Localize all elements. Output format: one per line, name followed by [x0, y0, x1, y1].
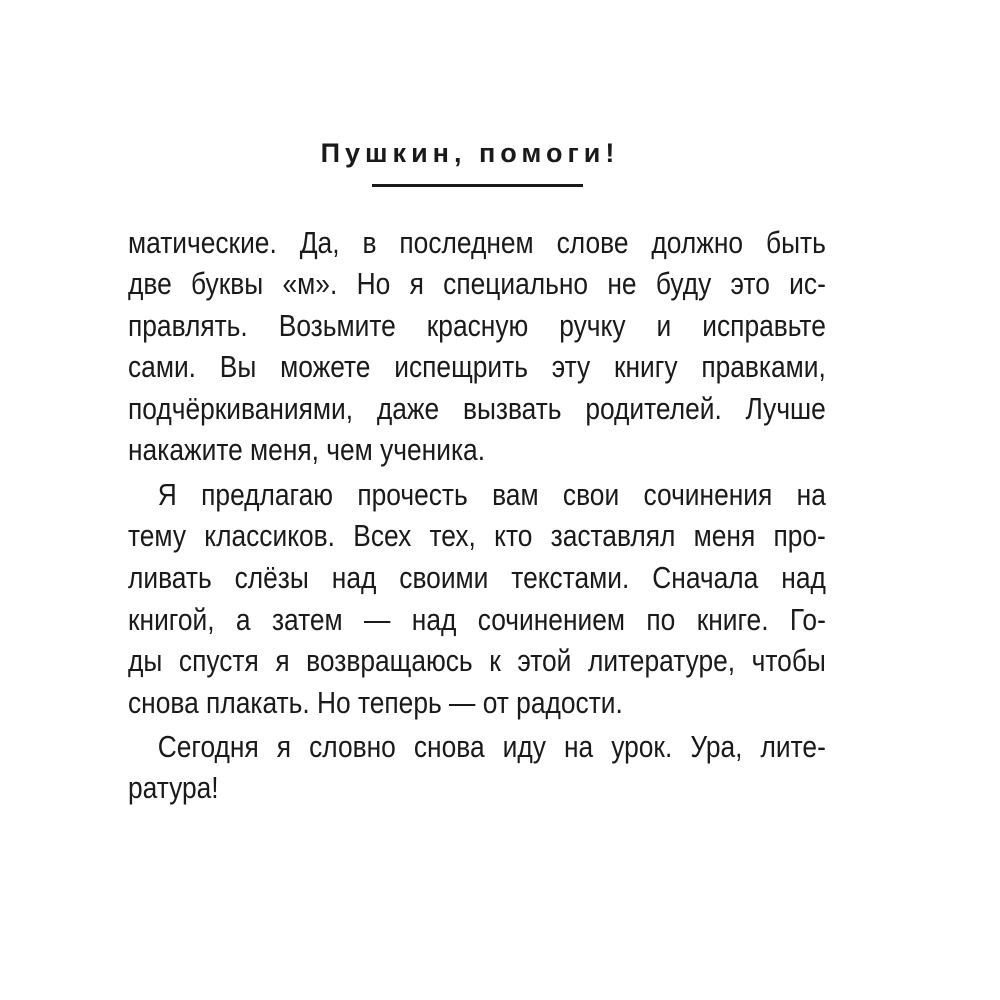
text-line: книгой, а затем — над сочинением по книге. Го-: [128, 602, 826, 637]
title-divider: [372, 184, 583, 187]
text-line: накажите меня, чем ученика.: [128, 432, 486, 467]
text-line: ратура!: [128, 770, 219, 805]
text-line: сами. Вы можете испещрить эту книгу правками,: [128, 349, 826, 384]
text-line: Я предлагаю прочесть вам свои сочинения на: [157, 477, 826, 512]
text-line: правлять. Возьмите красную ручку и исправьте: [128, 308, 826, 343]
text-line: снова плакать. Но теперь — от радости.: [128, 685, 623, 720]
text-line: подчёркиваниями, даже вызвать родителей. Лучше: [128, 391, 826, 426]
text-line: тему классиков. Всех тех, кто заставлял меня про-: [128, 518, 826, 553]
text-line: ливать слёзы над своими текстами. Сначала над: [128, 560, 826, 595]
page-title: Пушкин, помоги!: [320, 138, 620, 168]
text-line: матические. Да, в последнем слове должно быть: [128, 225, 826, 260]
text-line: Сегодня я словно снова иду на урок. Ура, лите-: [157, 729, 826, 764]
text-line: две буквы «м». Но я специально не буду это ис-: [128, 266, 826, 301]
text-line: ды спустя я возвращаюсь к этой литературе, чтобы: [128, 643, 826, 678]
